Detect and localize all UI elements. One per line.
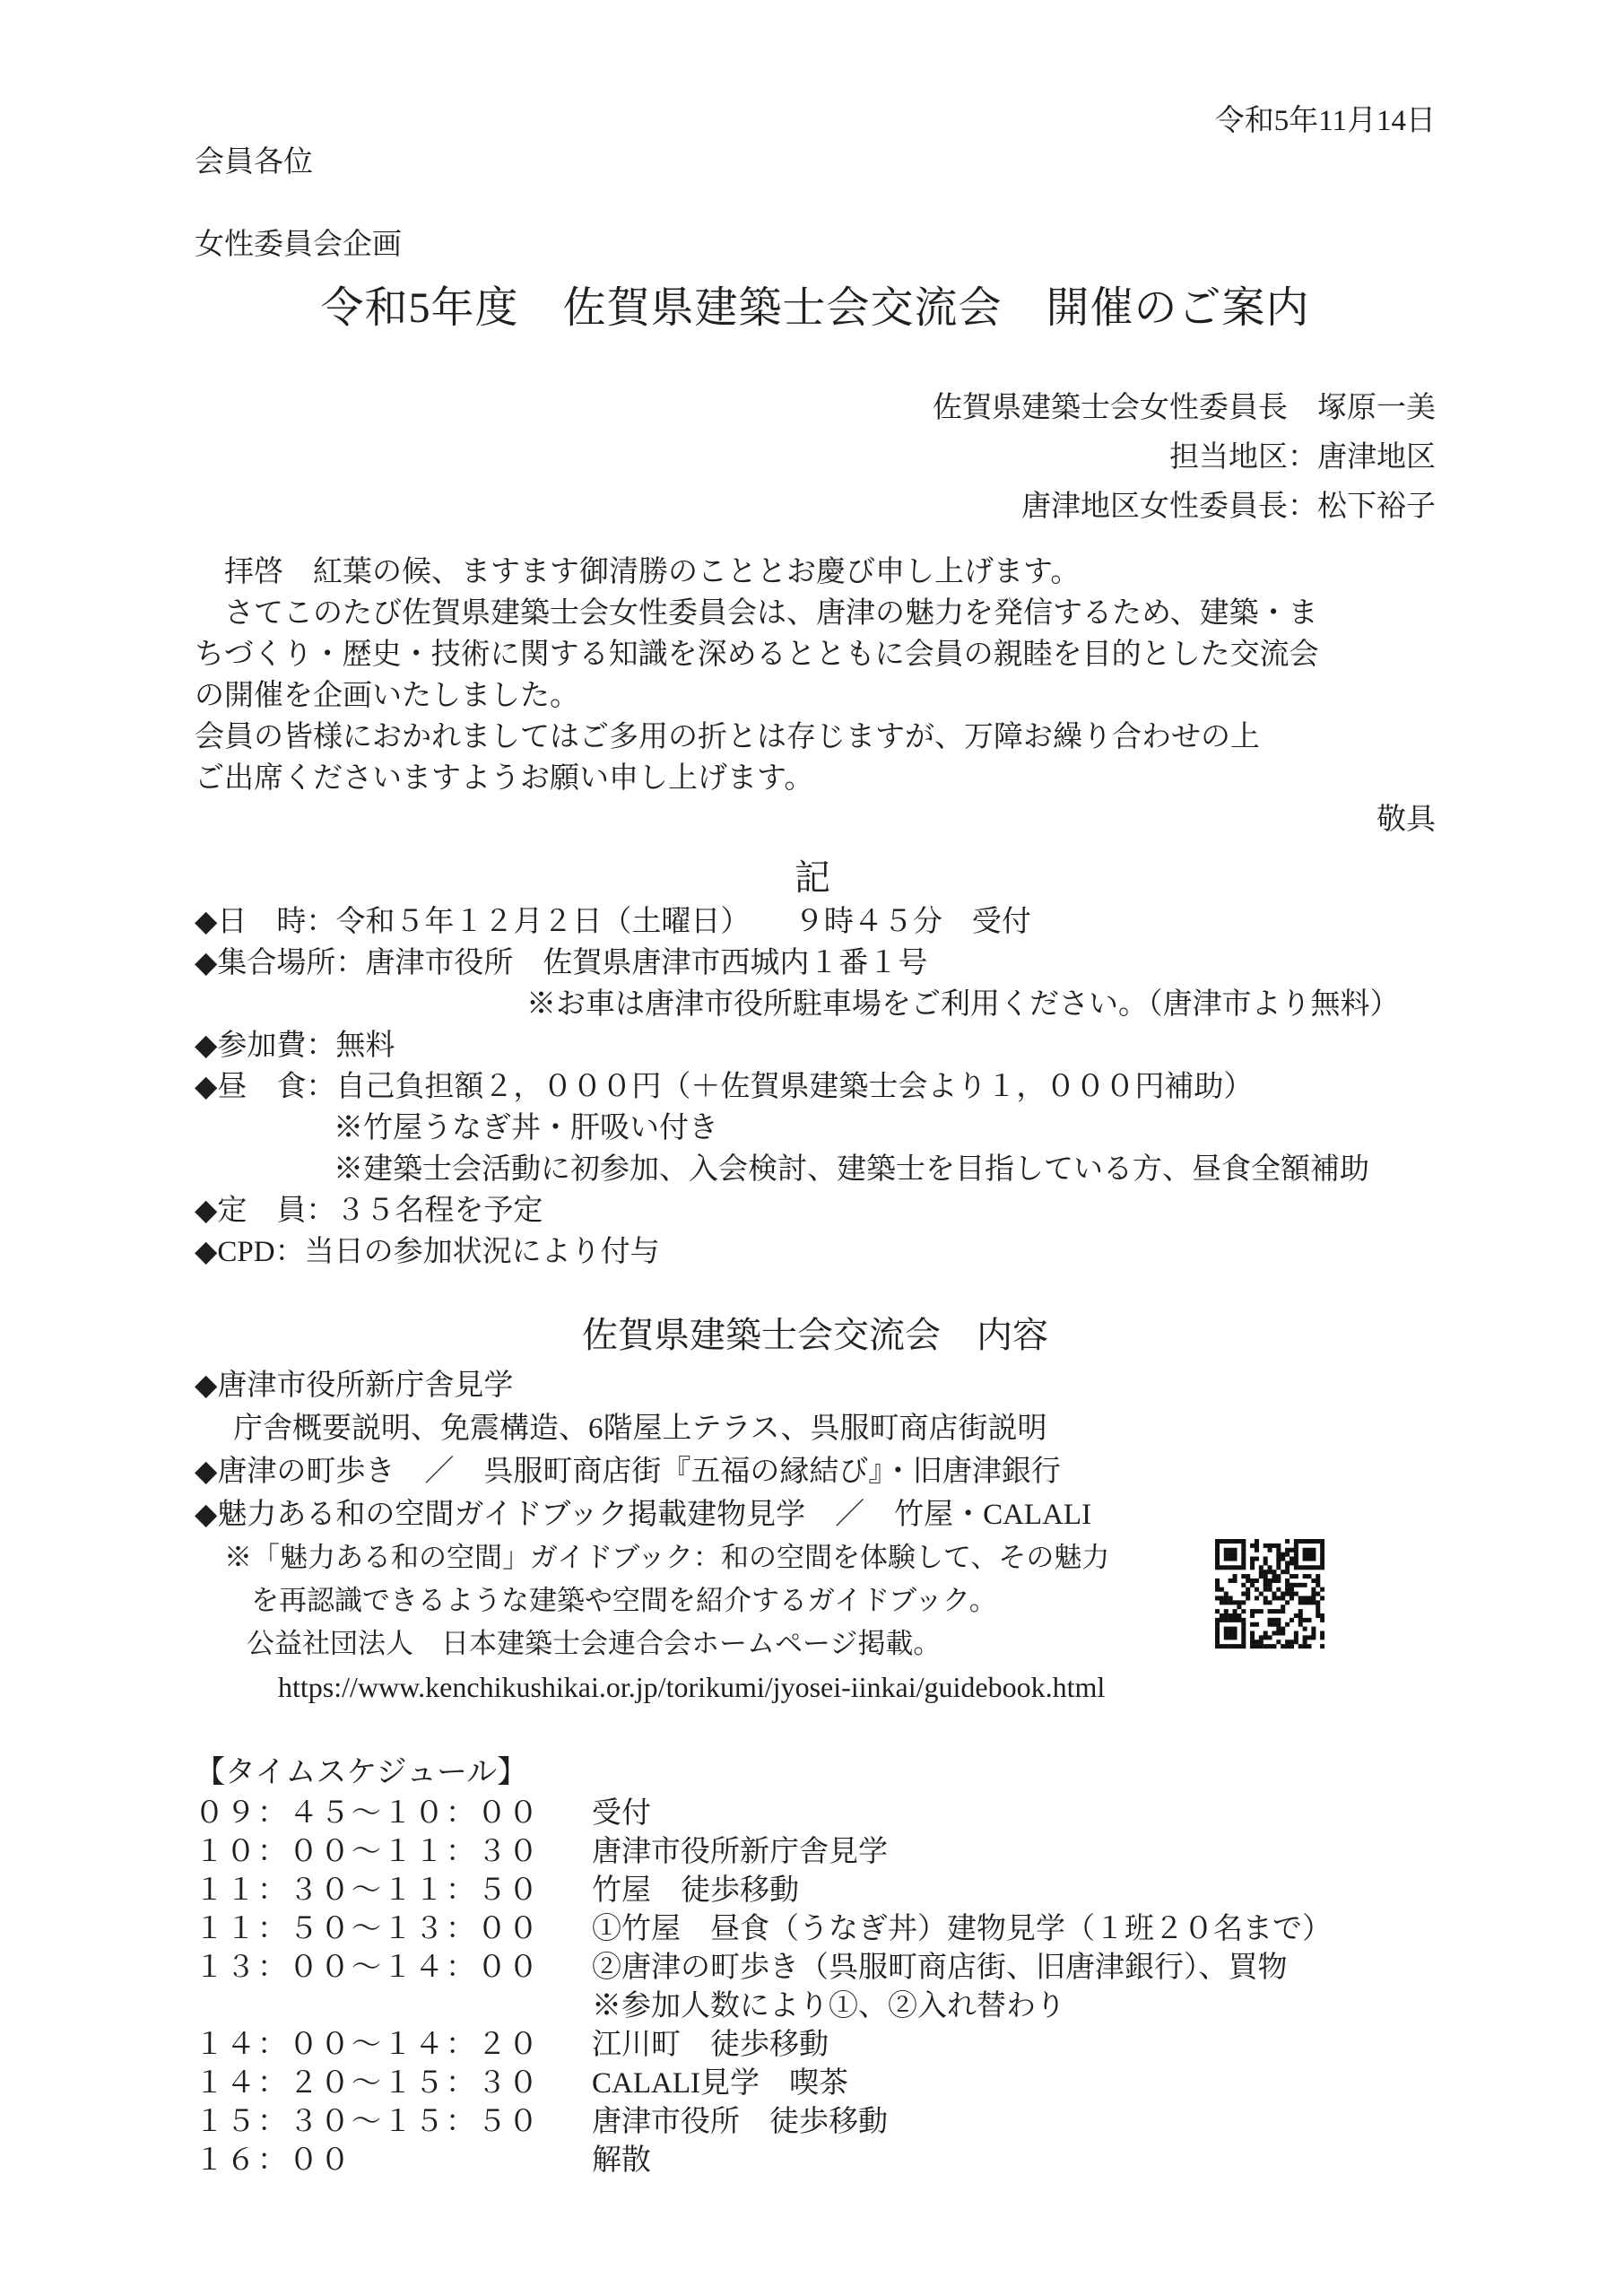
schedule-time: １６：００	[195, 2144, 352, 2177]
schedule-time: １５：３０～１５：５０	[195, 2106, 540, 2138]
greeting-line: 会員の皆様におかれましてはご多用の折とは存じますが、万障お繰り合わせの上	[195, 721, 1260, 753]
schedule-activity: 受付	[592, 1797, 651, 1830]
schedule-row	[195, 1949, 1436, 1987]
guidebook-url: https://www.kenchikushikai.or.jp/torikumi/jyosei-iinkai/guidebook.html	[278, 1671, 1106, 1703]
schedule-activity: 竹屋 徒歩移動	[592, 1874, 799, 1907]
schedule-row	[195, 1833, 1436, 1872]
schedule-activity: 唐津市役所 徒歩移動	[592, 2106, 888, 2138]
note-line-lunch-menu: ※竹屋うなぎ丼・肝吸い付き	[334, 1112, 718, 1144]
schedule-time: １１：３０～１１：５０	[195, 1874, 540, 1907]
document-content	[195, 0, 1436, 2180]
schedule-activity: CALALI見学 喫茶	[592, 2067, 848, 2100]
section-mark: 記	[795, 857, 836, 898]
signatory-line: 担当地区：唐津地区	[1169, 441, 1436, 474]
closing: 敬具	[1376, 804, 1436, 836]
note-line-parking: ※お車は唐津市役所駐車場をご利用ください。（唐津市より無料）	[526, 988, 1400, 1021]
schedule-activity: ※参加人数により①、②入れ替わり	[592, 1990, 1065, 2022]
schedule-activity: ②唐津の町歩き（呉服町商店街、旧唐津銀行）、買物	[592, 1952, 1288, 1984]
schedule-time: １４：００～１４：２０	[195, 2029, 540, 2061]
schedule-time: １０：００～１１：３０	[195, 1836, 540, 1868]
qr-code	[1215, 1539, 1324, 1652]
schedule-activity: 江川町 徒歩移動	[592, 2029, 829, 2061]
schedule-time: １３：００～１４：００	[195, 1952, 540, 1984]
schedule-row	[195, 2065, 1436, 2103]
schedule-time: １４：２０～１５：３０	[195, 2067, 540, 2100]
guidebook-note-line: を再認識できるような建築や空間を紹介するガイドブック。	[251, 1585, 997, 1616]
schedule-row	[195, 1795, 1436, 1833]
schedule-time: １１：５０～１３：００	[195, 1913, 540, 1945]
schedule-heading: 【タイムスケジュール】	[195, 1756, 528, 1789]
detail-line-meeting-place: ◆集合場所：唐津市役所 佐賀県唐津市西城内１番１号	[195, 947, 928, 979]
greeting-line: ご出席くださいますようお願い申し上げます。	[195, 762, 814, 795]
issue-date: 令和5年11月14日	[1214, 105, 1436, 137]
signatory-line: 唐津地区女性委員長：松下裕子	[1021, 491, 1436, 523]
content-list	[195, 1364, 1436, 1536]
content-line: 庁舎概要説明、免震構造、6階屋上テラス、呉服町商店街説明	[233, 1413, 1047, 1445]
content-line: ◆唐津市役所新庁舎見学	[195, 1370, 514, 1402]
schedule-time	[195, 1987, 592, 2026]
schedule-activity: 解散	[592, 2144, 651, 2177]
document-title: 令和5年度 佐賀県建築士会交流会 開催のご案内	[320, 284, 1310, 332]
detail-line-capacity: ◆定 員：３５名程を予定	[195, 1195, 543, 1227]
detail-line-fee: ◆参加費：無料	[195, 1030, 395, 1062]
detail-line-datetime: ◆日 時：令和５年１２月２日（土曜日） ９時４５分 受付	[195, 906, 1031, 938]
signatory-block	[195, 384, 1436, 532]
schedule-row	[195, 2026, 1436, 2065]
organizer-line: 女性委員会企画	[195, 229, 402, 261]
greeting-line: 拝啓 紅葉の候、ますます御清勝のこととお慶び申し上げます。	[195, 556, 1081, 588]
detail-line-lunch: ◆昼 食：自己負担額２，０００円（＋佐賀県建築士会より１，０００円補助）	[195, 1071, 1254, 1103]
guidebook-note-line: ※「魅力ある和の空間」ガイドブック：和の空間を体験して、その魅力	[224, 1542, 1110, 1573]
schedule-row	[195, 1987, 1436, 2026]
greeting-paragraph	[195, 552, 1436, 799]
schedule-activity: ①竹屋 昼食（うなぎ丼）建物見学（１班２０名まで）	[592, 1913, 1332, 1945]
content-line: ◆魅力ある和の空間ガイドブック掲載建物見学 ／ 竹屋・CALALI	[195, 1499, 1092, 1531]
content-line: ◆唐津の町歩き ／ 呉服町商店街『五福の縁結び』・旧唐津銀行	[195, 1456, 1061, 1488]
time-schedule	[195, 1795, 1436, 2180]
schedule-row	[195, 2103, 1436, 2142]
schedule-row	[195, 2142, 1436, 2180]
schedule-row	[195, 1910, 1436, 1949]
schedule-time: ０９：４５～１０：００	[195, 1797, 540, 1830]
greeting-line: さてこのたび佐賀県建築士会女性委員会は、唐津の魅力を発信するため、建築・ま	[195, 597, 1318, 630]
schedule-row	[195, 1872, 1436, 1910]
event-details	[195, 901, 1436, 1273]
schedule-activity: 唐津市役所新庁舎見学	[592, 1836, 888, 1868]
recipient: 会員各位	[195, 146, 313, 178]
guidebook-note-line: 公益社団法人 日本建築士会連合会ホームページ掲載。	[247, 1628, 942, 1659]
greeting-line: ちづくり・歴史・技術に関する知識を深めるとともに会員の親睦を目的とした交流会	[195, 639, 1319, 671]
content-heading: 佐賀県建築士会交流会 内容	[582, 1315, 1048, 1355]
signatory-line: 佐賀県建築士会女性委員長 塚原一美	[933, 392, 1436, 424]
detail-line-cpd: ◆CPD：当日の参加状況により付与	[195, 1236, 660, 1268]
note-line-lunch-subsidy: ※建築士会活動に初参加、入会検討、建築士を目指している方、昼食全額補助	[334, 1153, 1369, 1186]
greeting-line: の開催を企画いたしました。	[195, 680, 579, 712]
